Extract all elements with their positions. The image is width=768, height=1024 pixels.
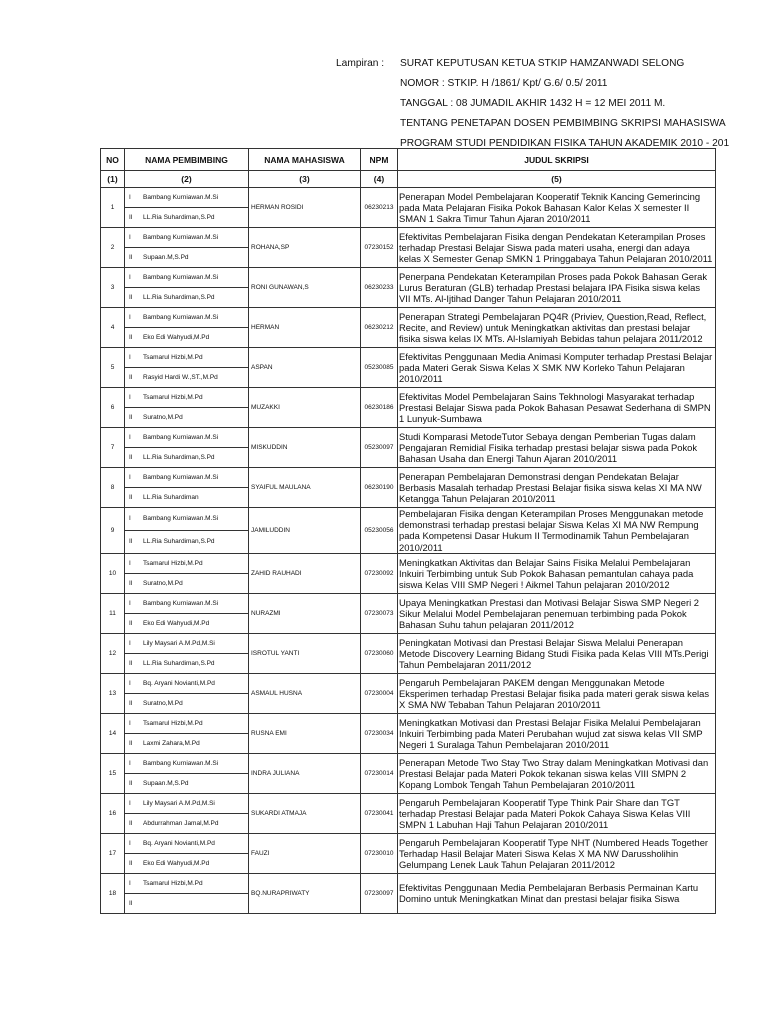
supervisor-rank: I <box>129 599 131 607</box>
supervisor-name: Bambang Kurniawan.M.Si <box>143 759 219 767</box>
student-npm: 05230097 <box>361 428 398 468</box>
supervisor-rank: I <box>129 234 131 241</box>
table-row <box>101 833 716 853</box>
supervisor-name: Lily Maysari A.M.Pd,M.Si <box>143 639 215 647</box>
student-npm: 05230056 <box>361 508 398 554</box>
supervisor-name: Eko Edi Wahyudi,M.Pd <box>143 859 210 867</box>
col-header-no: NO <box>101 149 125 171</box>
student-name: JAMILUDDIN <box>249 508 361 554</box>
decree-program: PROGRAM STUDI PENDIDIKAN FISIKA TAHUN AKADEMIK 2010 - 201 <box>400 137 730 149</box>
supervisor-rank: II <box>129 254 133 261</box>
supervisor-2 <box>125 773 249 793</box>
supervisor-2 <box>125 813 249 833</box>
supervisor-name: Eko Edi Wahyudi,M.Pd <box>143 334 210 341</box>
row-number: 14 <box>101 713 125 753</box>
thesis-title: Penerapan Strategi Pembelajaran PQ4R (Priviev, Question,Read, Reflect, Recite, and Review) untuk Meningkatkan aktivitas dan prestasi belajar fisika siswa kelas IX MTs. Al-Islamiyah Bebidas tahun pelajara 2011/2012 <box>398 308 716 348</box>
supervisor-2 <box>125 488 249 508</box>
student-npm: 06230212 <box>361 308 398 348</box>
supervisor-2 <box>125 530 249 553</box>
supervisor-rank: I <box>129 679 131 687</box>
document-header <box>336 53 768 153</box>
student-npm: 07230034 <box>361 713 398 753</box>
decree-title: SURAT KEPUTUSAN KETUA STKIP HAMZANWADI SELONG <box>400 57 685 69</box>
row-number: 6 <box>101 388 125 428</box>
student-npm: 07230004 <box>361 673 398 713</box>
row-number: 4 <box>101 308 125 348</box>
supervisor-rank: II <box>129 494 133 501</box>
supervisor-name: Suratno,M.Pd <box>143 579 183 587</box>
supervisor-rank: II <box>129 454 133 461</box>
supervisor-2 <box>125 853 249 873</box>
supervisor-1 <box>125 268 249 288</box>
supervisor-rank: I <box>129 314 131 321</box>
supervisor-rank: I <box>129 759 131 767</box>
supervisor-rank: II <box>129 334 133 341</box>
thesis-title: Pengaruh Pembelajaran Kooperatif Type NHT (Numbered Heads Together Terhadap Hasil Belajar Materi Siswa Kelas X MA NW Darussholihin Gelumpang Lenek Lauk Tahun Pelajaran 2011/2012 <box>398 833 716 873</box>
supervisor-name: Tsamarul Hizbi,M.Pd <box>143 559 203 567</box>
supervisor-rank: II <box>129 214 133 221</box>
supervisor-name: Tsamarul Hizbi,M.Pd <box>143 879 203 887</box>
supervisor-name: LL.Ria Suhardiman,S.Pd <box>143 538 215 546</box>
supervisor-rank: II <box>129 294 133 301</box>
supervisor-1 <box>125 508 249 531</box>
supervisor-rank: II <box>129 579 133 587</box>
supervisor-rank: II <box>129 619 133 627</box>
supervisor-rank: I <box>129 434 131 441</box>
col-header-npm: NPM <box>361 149 398 171</box>
header-line <box>336 73 768 93</box>
supervisor-name: Bambang Kurniawan.M.Si <box>143 314 219 321</box>
supervisor-2 <box>125 448 249 468</box>
student-name: ROHANA,SP <box>249 228 361 268</box>
supervisor-1 <box>125 348 249 368</box>
supervisor-2 <box>125 248 249 268</box>
supervisor-2 <box>125 693 249 713</box>
thesis-title: Penerapan Metode Two Stay Two Stray dalam Meningkatkan Motivasi dan Prestasi Belajar pada Materi Pokok tekanan siswa kelas VIII SMPN 2 Kopang Lombok Tengah Tahun Pembelajaran 2010/2011 <box>398 753 716 793</box>
thesis-title: Penerapan Model Pembelajaran Kooperatif Teknik Kancing Gemerincing pada Mata Pelajaran Fisika Pokok Bahasan Kalor Kelas X semester II SMAN 1 Sakra Timur Tahun Ajaran 2010/2011 <box>398 188 716 228</box>
supervisor-2 <box>125 288 249 308</box>
thesis-title: Peningkatan Motivasi dan Prestasi Belajar Siswa Melalui Penerapan Metode Discovery Learning Bidang Studi Fisika pada Kelas VIII MTs.Perigi Tahun Pembelajaran 2011/2012 <box>398 633 716 673</box>
supervisor-rank: I <box>129 194 131 201</box>
table-row <box>101 308 716 328</box>
student-npm: 06230190 <box>361 468 398 508</box>
table-row <box>101 388 716 408</box>
supervisor-name: Suratno,M.Pd <box>143 699 183 707</box>
supervisor-name: Abdurrahman Jamal,M.Pd <box>143 819 219 827</box>
supervisor-name: LL.Ria Suhardiman,S.Pd <box>143 659 215 667</box>
col-index: (3) <box>249 171 361 188</box>
table-row <box>101 348 716 368</box>
supervisor-2 <box>125 613 249 633</box>
table-row <box>101 508 716 531</box>
supervisor-1 <box>125 468 249 488</box>
row-number: 2 <box>101 228 125 268</box>
supervisor-rank: I <box>129 559 131 567</box>
row-number: 13 <box>101 673 125 713</box>
student-name: HERMAN <box>249 308 361 348</box>
supervisor-rank: II <box>129 859 133 867</box>
thesis-title: Efektivitas Penggunaan Media Animasi Komputer terhadap Prestasi Belajar pada Materi Gerak Siswa Kelas X SMK NW Korleko Tahun Pelajaran 2010/2011 <box>398 348 716 388</box>
row-number: 12 <box>101 633 125 673</box>
supervisor-rank: II <box>129 659 133 667</box>
supervisor-1 <box>125 428 249 448</box>
student-npm: 07230060 <box>361 633 398 673</box>
supervisor-1 <box>125 388 249 408</box>
supervisor-table <box>100 148 716 914</box>
supervisor-name: Bambang Kurniawan.M.Si <box>143 599 219 607</box>
table-row <box>101 593 716 613</box>
supervisor-name: Bambang Kurniawan.M.Si <box>143 274 219 281</box>
thesis-title: Meningkatkan Aktivitas dan Belajar Sains Fisika Melalui Pembelajaran Inkuiri Terbimbing untuk Sub Pokok Bahasan pemantulan cahaya pada siswa Kelas VIII SMP Negeri ! Aikmel Tahun pelajaran 2010/2012 <box>398 553 716 593</box>
supervisor-name: Bambang Kurniawan.M.Si <box>143 474 219 481</box>
table-row <box>101 468 716 488</box>
table-row <box>101 633 716 653</box>
supervisor-rank: I <box>129 879 131 887</box>
supervisor-name: Eko Edi Wahyudi,M.Pd <box>143 619 210 627</box>
header-line <box>336 53 768 73</box>
col-header-student: NAMA MAHASISWA <box>249 149 361 171</box>
supervisor-rank: I <box>129 799 131 807</box>
thesis-title: Pembelajaran Fisika dengan Keterampilan Proses Menggunakan metode demonstrasi terhadap prestasi belajar Siswa Kelas XI MA NW Rempung pada Kompetensi Dasar Hukum II Termodinamik Tahun Pembelajaran 2010/2011 <box>398 508 716 554</box>
header-line <box>336 93 768 113</box>
table-row <box>101 228 716 248</box>
supervisor-name: Supaan.M,S.Pd <box>143 779 189 787</box>
student-name: ZAHID RAUHADI <box>249 553 361 593</box>
supervisor-name: Bq. Aryani Novianti,M.Pd <box>143 679 215 687</box>
supervisor-2 <box>125 653 249 673</box>
supervisor-name: Bambang Kurniawan.M.Si <box>143 434 219 441</box>
supervisor-name: Tsamarul Hizbi,M.Pd <box>143 394 203 401</box>
supervisor-rank: II <box>129 739 133 747</box>
supervisor-name: Suratno,M.Pd <box>143 414 183 421</box>
supervisor-1 <box>125 633 249 653</box>
thesis-title: Meningkatkan Motivasi dan Prestasi Belajar Fisika Melalui Pembelajaran Inkuiri Terbimbing pada Materi Perubahan wujud zat siswa kelas VII SMP Negeri 1 Suralaga Tahun Pembelajaran 2010/2011 <box>398 713 716 753</box>
student-npm: 07230041 <box>361 793 398 833</box>
header-line <box>336 113 768 133</box>
supervisor-1 <box>125 593 249 613</box>
supervisor-rank: II <box>129 374 133 381</box>
row-number: 16 <box>101 793 125 833</box>
row-number: 8 <box>101 468 125 508</box>
supervisor-rank: I <box>129 719 131 727</box>
col-header-supervisor: NAMA PEMBIMBING <box>125 149 249 171</box>
table-row <box>101 428 716 448</box>
supervisor-name: LL.Ria Suhardiman,S.Pd <box>143 294 215 301</box>
student-name: RUSNA EMI <box>249 713 361 753</box>
decree-date: TANGGAL : 08 JUMADIL AKHIR 1432 H = 12 MEI 2011 M. <box>400 97 666 109</box>
student-name: INDRA JULIANA <box>249 753 361 793</box>
supervisor-rank: II <box>129 538 133 546</box>
row-number: 1 <box>101 188 125 228</box>
thesis-title: Efektivitas Model Pembelajaran Sains Tekhnologi Masyarakat terhadap Prestasi Belajar Siswa pada Pokok Bahasan Pesawat Sederhana di SMPN 1 Lunyuk-Sumbawa <box>398 388 716 428</box>
thesis-title: Efektivitas Pembelajaran Fisika dengan Pendekatan Keterampilan Proses terhadap Prestasi Belajar Siswa pada materi usaha, energi dan adaya kelas X Semester Genap SMKN 1 Pringgabaya Tahun Pelajaran 2010/2011 <box>398 228 716 268</box>
student-name: ASPAN <box>249 348 361 388</box>
student-npm: 06230213 <box>361 188 398 228</box>
supervisor-2 <box>125 208 249 228</box>
student-name: NURAZMI <box>249 593 361 633</box>
thesis-title: Pengaruh Pembelajaran Kooperatif Type Think Pair Share dan TGT terhadap Prestasi Belajar pada Materi Pokok Cahaya Siswa Kelas VIII SMPN 1 Labuhan Haji Tahun Pelajaran 2010/2011 <box>398 793 716 833</box>
col-index: (1) <box>101 171 125 188</box>
table-row <box>101 673 716 693</box>
student-npm: 07230152 <box>361 228 398 268</box>
student-name: FAUZI <box>249 833 361 873</box>
row-number: 15 <box>101 753 125 793</box>
student-name: HERMAN ROSIDI <box>249 188 361 228</box>
table-row <box>101 713 716 733</box>
supervisor-rank: II <box>129 699 133 707</box>
table-header-row <box>101 149 716 171</box>
supervisor-2 <box>125 368 249 388</box>
student-npm: 07230073 <box>361 593 398 633</box>
table-index-row <box>101 171 716 188</box>
row-number: 18 <box>101 873 125 913</box>
supervisor-1 <box>125 673 249 693</box>
row-number: 9 <box>101 508 125 554</box>
supervisor-name: Bambang Kurniawan.M.Si <box>143 194 219 201</box>
student-name: MUZAKKI <box>249 388 361 428</box>
decree-number: NOMOR : STKIP. H /1861/ Kpt/ G.6/ 0.5/ 2011 <box>400 77 608 89</box>
supervisor-rank: I <box>129 354 131 361</box>
student-npm: 05230085 <box>361 348 398 388</box>
student-name: SUKARDI ATMAJA <box>249 793 361 833</box>
col-index: (2) <box>125 171 249 188</box>
student-name: ASMAUL HUSNA <box>249 673 361 713</box>
col-index: (5) <box>398 171 716 188</box>
supervisor-2 <box>125 733 249 753</box>
student-npm: 07230010 <box>361 833 398 873</box>
supervisor-name: Tsamarul Hizbi,M.Pd <box>143 354 203 361</box>
supervisor-name: LL.Ria Suhardiman,S.Pd <box>143 454 215 461</box>
student-name: ISROTUL YANTI <box>249 633 361 673</box>
student-name: SYAIFUL MAULANA <box>249 468 361 508</box>
student-npm: 07230092 <box>361 553 398 593</box>
thesis-title: Studi Komparasi MetodeTutor Sebaya dengan Pemberian Tugas dalam Pengajaran Remidial Fisika terhadap prestasi belajar siswa pada Pokok Bahasan Usaha dan Energi Tahun Ajaran 2010/2011 <box>398 428 716 468</box>
thesis-title: Efektivitas Penggunaan Media Pembelajaran Berbasis Permainan Kartu Domino untuk Meningkatkan Minat dan prestasi belajar fisika Siswa <box>398 873 716 913</box>
supervisor-1 <box>125 833 249 853</box>
row-number: 17 <box>101 833 125 873</box>
supervisor-name: Rasyid Hardi W.,ST.,M.Pd <box>143 374 218 381</box>
table-row <box>101 873 716 893</box>
supervisor-rank: II <box>129 414 133 421</box>
supervisor-1 <box>125 553 249 573</box>
supervisor-1 <box>125 308 249 328</box>
table-row <box>101 793 716 813</box>
supervisor-rank: I <box>129 474 131 481</box>
thesis-title: Upaya Meningkatkan Prestasi dan Motivasi Belajar Siswa SMP Negeri 2 Sikur Melalui Model Pembelajaran penemuan terbimbing pada Pokok Bahasan Suhu tahun pelajaran 2011/2012 <box>398 593 716 633</box>
table-row <box>101 753 716 773</box>
supervisor-1 <box>125 753 249 773</box>
supervisor-rank: II <box>129 819 133 827</box>
supervisor-name: LL.Ria Suhardiman <box>143 494 199 501</box>
supervisor-1 <box>125 228 249 248</box>
supervisor-name: Bambang Kurniawan.M.Si <box>143 515 219 523</box>
student-npm: 07230014 <box>361 753 398 793</box>
supervisor-2 <box>125 893 249 913</box>
thesis-title: Penerpana Pendekatan Keterampilan Proses pada Pokok Bahasan Gerak Lurus Beraturan (GLB) terhadap Prestasi belajara IPA Fisika siswa kelas VII MTs. Al-Ijtihad Danger Tahun Pelajaran 2010/2011 <box>398 268 716 308</box>
supervisor-rank: I <box>129 839 131 847</box>
supervisor-name: Tsamarul Hizbi,M.Pd <box>143 719 203 727</box>
thesis-title: Penerapan Pembelajaran Demonstrasi dengan Pendekatan Belajar Berbasis Masalah terhadap Prestasi Belajar fisika siswa kelas XI MA NW Ketangga Tahun Pelajaran 2010/2011 <box>398 468 716 508</box>
student-npm: 07230097 <box>361 873 398 913</box>
supervisor-1 <box>125 793 249 813</box>
supervisor-rank: II <box>129 899 133 907</box>
student-npm: 06230186 <box>361 388 398 428</box>
supervisor-rank: I <box>129 515 131 523</box>
student-name: MISKUDDIN <box>249 428 361 468</box>
supervisor-rank: I <box>129 274 131 281</box>
table-row <box>101 188 716 208</box>
decree-subject: TENTANG PENETAPAN DOSEN PEMBIMBING SKRIPSI MAHASISWA <box>400 117 726 129</box>
supervisor-name: Supaan.M,S.Pd <box>143 254 189 261</box>
row-number: 3 <box>101 268 125 308</box>
col-index: (4) <box>361 171 398 188</box>
supervisor-2 <box>125 573 249 593</box>
supervisor-rank: I <box>129 639 131 647</box>
table-row <box>101 268 716 288</box>
supervisor-rank: II <box>129 779 133 787</box>
row-number: 7 <box>101 428 125 468</box>
supervisor-1 <box>125 873 249 893</box>
supervisor-name: Laxmi Zahara,M.Pd <box>143 739 200 747</box>
row-number: 11 <box>101 593 125 633</box>
supervisor-name: LL.Ria Suhardiman,S.Pd <box>143 214 215 221</box>
student-npm: 06230233 <box>361 268 398 308</box>
supervisor-name: Bambang Kurniawan.M.Si <box>143 234 219 241</box>
table-row <box>101 553 716 573</box>
col-header-thesis-title: JUDUL SKRIPSI <box>398 149 716 171</box>
attachment-label: Lampiran : <box>336 57 385 69</box>
thesis-title: Pengaruh Pembelajaran PAKEM dengan Menggunakan Metode Eksperimen terhadap Prestasi Belajar fisika pada materi gerak siswa kelas X SMA NW Tebaban Tahun Pelajaran 2010/2011 <box>398 673 716 713</box>
supervisor-name: Lily Maysari A.M.Pd,M.Si <box>143 799 215 807</box>
supervisor-1 <box>125 188 249 208</box>
supervisor-2 <box>125 328 249 348</box>
supervisor-2 <box>125 408 249 428</box>
supervisor-rank: I <box>129 394 131 401</box>
student-name: RONI GUNAWAN,S <box>249 268 361 308</box>
supervisor-name: Bq. Aryani Novianti,M.Pd <box>143 839 215 847</box>
row-number: 10 <box>101 553 125 593</box>
supervisor-1 <box>125 713 249 733</box>
table-body <box>101 188 716 914</box>
row-number: 5 <box>101 348 125 388</box>
student-name: BQ.NURAPRIWATY <box>249 873 361 913</box>
